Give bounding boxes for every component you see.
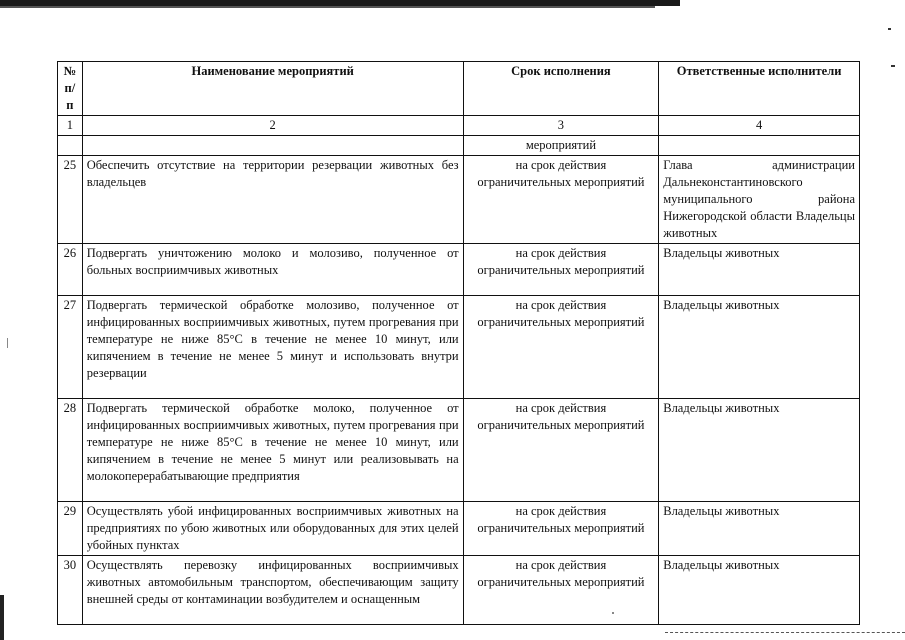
table-row — [58, 556, 860, 625]
row-measure: Подвергать термической обработке молозиво, полученное от инфицированных восприимчивых животных, путем прогревания при температуре не ниже 85°C в течение не менее 10 минут, или кипячением в течение не менее 5 минут и использовать внутри резервации — [82, 296, 463, 399]
scan-artifact-mark — [891, 65, 895, 67]
column-index: 2 — [82, 116, 463, 136]
row-measure: Обеспечить отсутствие на территории резервации животных без владельцев — [82, 156, 463, 244]
row-number: 29 — [58, 502, 83, 556]
measures-table — [57, 61, 860, 625]
scan-artifact-top-line — [0, 6, 655, 8]
row-responsible: Глава администрации Дальнеконстантиновского муниципального района Нижегородской области Владельцы животных — [659, 156, 860, 244]
row-number: 28 — [58, 399, 83, 502]
column-index: 3 — [463, 116, 659, 136]
table-row — [58, 296, 860, 399]
row-term: на срок действия ограничительных мероприятий — [463, 296, 659, 399]
row-term: на срок действия ограничительных мероприятий — [463, 244, 659, 296]
row-term: на срок действия ограничительных мероприятий — [463, 156, 659, 244]
row-number: 27 — [58, 296, 83, 399]
header-term: Срок исполнения — [463, 62, 659, 116]
row-responsible: Владельцы животных — [659, 296, 860, 399]
carry-over-num — [58, 136, 83, 156]
row-number: 25 — [58, 156, 83, 244]
scan-artifact-left-edge — [0, 595, 4, 640]
scan-artifact-mark — [888, 28, 891, 30]
row-term: на срок действия ограничительных мероприятий — [463, 399, 659, 502]
row-term: на срок действия ограничительных мероприятий — [463, 556, 659, 625]
table-row — [58, 244, 860, 296]
row-number: 30 — [58, 556, 83, 625]
header-number: № п/п — [58, 62, 83, 116]
row-measure: Осуществлять перевозку инфицированных восприимчивых животных автомобильным транспортом, обеспечивающим защиту внешней среды от контаминации возбудителем и оснащенным — [82, 556, 463, 625]
row-measure: Подвергать термической обработке молоко, полученное от инфицированных восприимчивых животных, путем прогревания при температуре не ниже 85°C в течение не менее 10 минут, или кипячением в течение не менее 5 минут или реализовывать на молокоперерабатывающие предприятия — [82, 399, 463, 502]
carry-over-term: мероприятий — [463, 136, 659, 156]
row-responsible: Владельцы животных — [659, 244, 860, 296]
row-measure: Подвергать уничтожению молоко и молозиво, полученное от больных восприимчивых животных — [82, 244, 463, 296]
row-responsible: Владельцы животных — [659, 556, 860, 625]
row-responsible: Владельцы животных — [659, 502, 860, 556]
header-responsible: Ответственные исполнители — [659, 62, 860, 116]
carry-over-row — [58, 136, 860, 156]
table-header-row — [58, 62, 860, 116]
header-name: Наименование мероприятий — [82, 62, 463, 116]
row-responsible: Владельцы животных — [659, 399, 860, 502]
column-index: 4 — [659, 116, 860, 136]
table-row — [58, 399, 860, 502]
table-row — [58, 156, 860, 244]
row-term: на срок действия ограничительных мероприятий — [463, 502, 659, 556]
carry-over-name — [82, 136, 463, 156]
table-row — [58, 502, 860, 556]
row-measure: Осуществлять убой инфицированных восприимчивых животных на предприятиях по убою животных или оборудованных для этих целей убойных пунктах — [82, 502, 463, 556]
carry-over-resp — [659, 136, 860, 156]
column-index-row — [58, 116, 860, 136]
scan-artifact-footer-rule — [665, 632, 905, 634]
row-number: 26 — [58, 244, 83, 296]
column-index: 1 — [58, 116, 83, 136]
scan-artifact-mark — [7, 338, 8, 348]
